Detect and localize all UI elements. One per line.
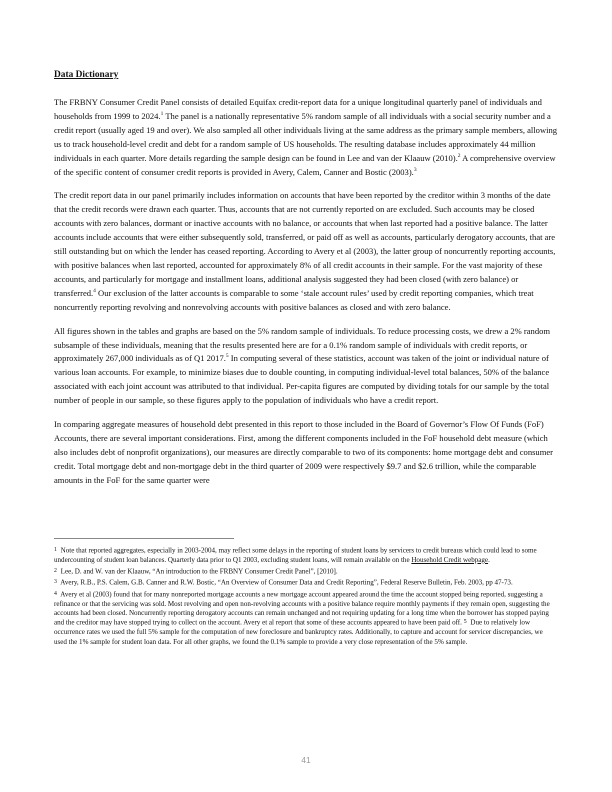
footnotes [54, 546, 554, 649]
footnote-text: Note that reported aggregates, especially in 2003-2004, may reflect some delays in the reporting of student loans by servicers to credit bureaus which could lead to some undercounting of student loan balances. Quarterly data prior to Q1 2003, excluding student loans, will remain available on the [54, 546, 537, 564]
paragraph-fof-comparison [54, 418, 560, 488]
footnote-ref: 2 [457, 152, 461, 159]
page-number: 41 [301, 755, 311, 765]
footnote-number: 4 [54, 590, 57, 597]
footnote-ref: 5 [225, 353, 229, 360]
footnote-ref: 3 [413, 166, 417, 173]
footnote-text: . [488, 555, 490, 564]
paragraph-sampling [54, 325, 560, 408]
footnote-ref: 4 [93, 287, 96, 294]
footnote-3 [54, 578, 554, 588]
footnote-text: Avery et al (2003) found that for many nonreported mortgage accounts a new mortgage account appeared around the time the account stopped being reported, suggesting a refinance or that the servicing was sold. Most revolving and open non-revolving accounts with a positive balance require monthly payments if they remain open, suggesting the accounts had been closed. Noncurrently reporting derogatory accounts can remain unchanged and not requiring updating for a long time when the borrower has stopped paying and the creditor may have stopped trying to collect on the account. Avery et al report that some of these accounts appeared to have been paid off. [54, 590, 550, 627]
body-text [54, 96, 560, 498]
paragraph-text: The credit report data in our panel primarily includes information on accounts that have been reported by the creditor within 3 months of the date that the credit records were drawn each quarter. Thus, accounts that are not currently reported on are excluded. Such accounts may be closed accounts with zero balances, dormant or inactive accounts with no balance, or accounts that when last reported had a positive balance. The latter accounts include accounts that were either subsequently sold, transferred, or paid off as well as accounts, particularly derogatory accounts, that are still outstanding but on which the lender has ceased reporting. According to Avery et al (2003), the latter group of noncurrently reporting accounts, with positive balances when last reported, accounted for approximately 8% of all credit accounts in their sample. For the vast majority of these accounts, and particularly for mortgage and installment loans, additional analysis suggested they had been closed (with zero balance) or transferred. [54, 190, 556, 298]
footnote-ref: 1 [160, 111, 164, 118]
footnote-text: Lee, D. and W. van der Klaauw, “An introduction to the FRBNY Consumer Credit Panel”, [2010]. [58, 567, 338, 576]
footnote-4-and-5 [54, 590, 554, 647]
paragraph-reporting [54, 189, 560, 314]
footnote-number: 5 [463, 619, 467, 626]
footnote-number: 1 [54, 547, 57, 553]
footnote-number: 2 [54, 567, 57, 574]
paragraph-panel-overview [54, 96, 560, 179]
paragraph-text: The panel is a nationally representative 5% random sample of all individuals with a social security number and a credit report (usually aged 19 and over). We also sampled all other individuals living at the same address as the primary sample members, allowing us to track household-level credit and debt for a random sample of US households. The resulting database includes approximately 44 million individuals in each quarter. More details regarding the sample design can be found in Lee and van der Klaauw (2010). [54, 110, 558, 163]
paragraph-text: In comparing aggregate measures of household debt presented in this report to those included in the Board of Governor’s Flow Of Funds (FoF) Accounts, there are several important considerations. First, among the different components included in the FoF household debt measure (which also includes debt of nonprofit organizations), our measures are directly comparable to two of its components: home mortgage debt and consumer credit. Total mortgage debt and non-mortgage debt in the third quarter of 2009 were respectively $9.7 and $2.6 trillion, while the comparable amounts in the FoF for the same quarter were [54, 419, 553, 485]
household-credit-webpage-link[interactable]: Household Credit webpage [411, 555, 489, 564]
paragraph-text: The FRBNY Consumer Credit Panel consists of detailed Equifax credit-report data for a unique longitudinal quarterly panel of individuals and households from 1999 to 2024. [54, 97, 542, 121]
paragraph-text: In computing several of these statistics, account was taken of the joint or individual nature of various loan accounts. For example, to minimize biases due to double counting, in computing individual-level total balances, 50% of the balance associated with each joint account was attributed to that individual. Per-capita figures are computed by dividing totals for our sample by the total number of people in our sample, so these figures apply to the population of individuals who have a credit report. [54, 353, 550, 406]
footnote-number: 3 [54, 579, 57, 586]
paragraph-text: Our exclusion of the latter accounts is comparable to some ‘stale account rules’ used by credit reporting companies, which treat noncurrently reporting revolving and nonrevolving accounts with positive balances as closed and with zero balance. [54, 287, 534, 312]
footnote-2 [54, 567, 554, 577]
paragraph-text: All figures shown in the tables and graphs are based on the 5% random sample of individuals. To reduce processing costs, we drew a 2% random subsample of these individuals, meaning that the results presented here are for a 0.1% random sample of individuals with credit reports, or approximately 267,000 individuals as of Q1 2017. [54, 325, 551, 364]
footnote-1 [54, 546, 554, 565]
paragraph-text: A comprehensive overview of the specific content of consumer credit reports is provided in Avery, Calem, Canner and Bostic (2003). [54, 152, 556, 177]
section-title: Data Dictionary [54, 70, 119, 80]
footnote-text: Avery, R.B., P.S. Calem, G.B. Canner and R.W. Bostic, “An Overview of Consumer Data and Credit Reporting”, Federal Reserve Bulletin, Feb. 2003, pp 47-73. [58, 578, 513, 587]
footnote-divider [54, 538, 234, 539]
footnote-text: Due to relatively low occurrence rates we used the full 5% sample for the computation of new foreclosure and bankruptcy rates. Additionally, to capture and account for servicer discrepancies, we used the 1% sample for student loan data. For all other graphs, we found the 0.1% sample to provide a very close representation of the 5% sample. [54, 618, 543, 646]
